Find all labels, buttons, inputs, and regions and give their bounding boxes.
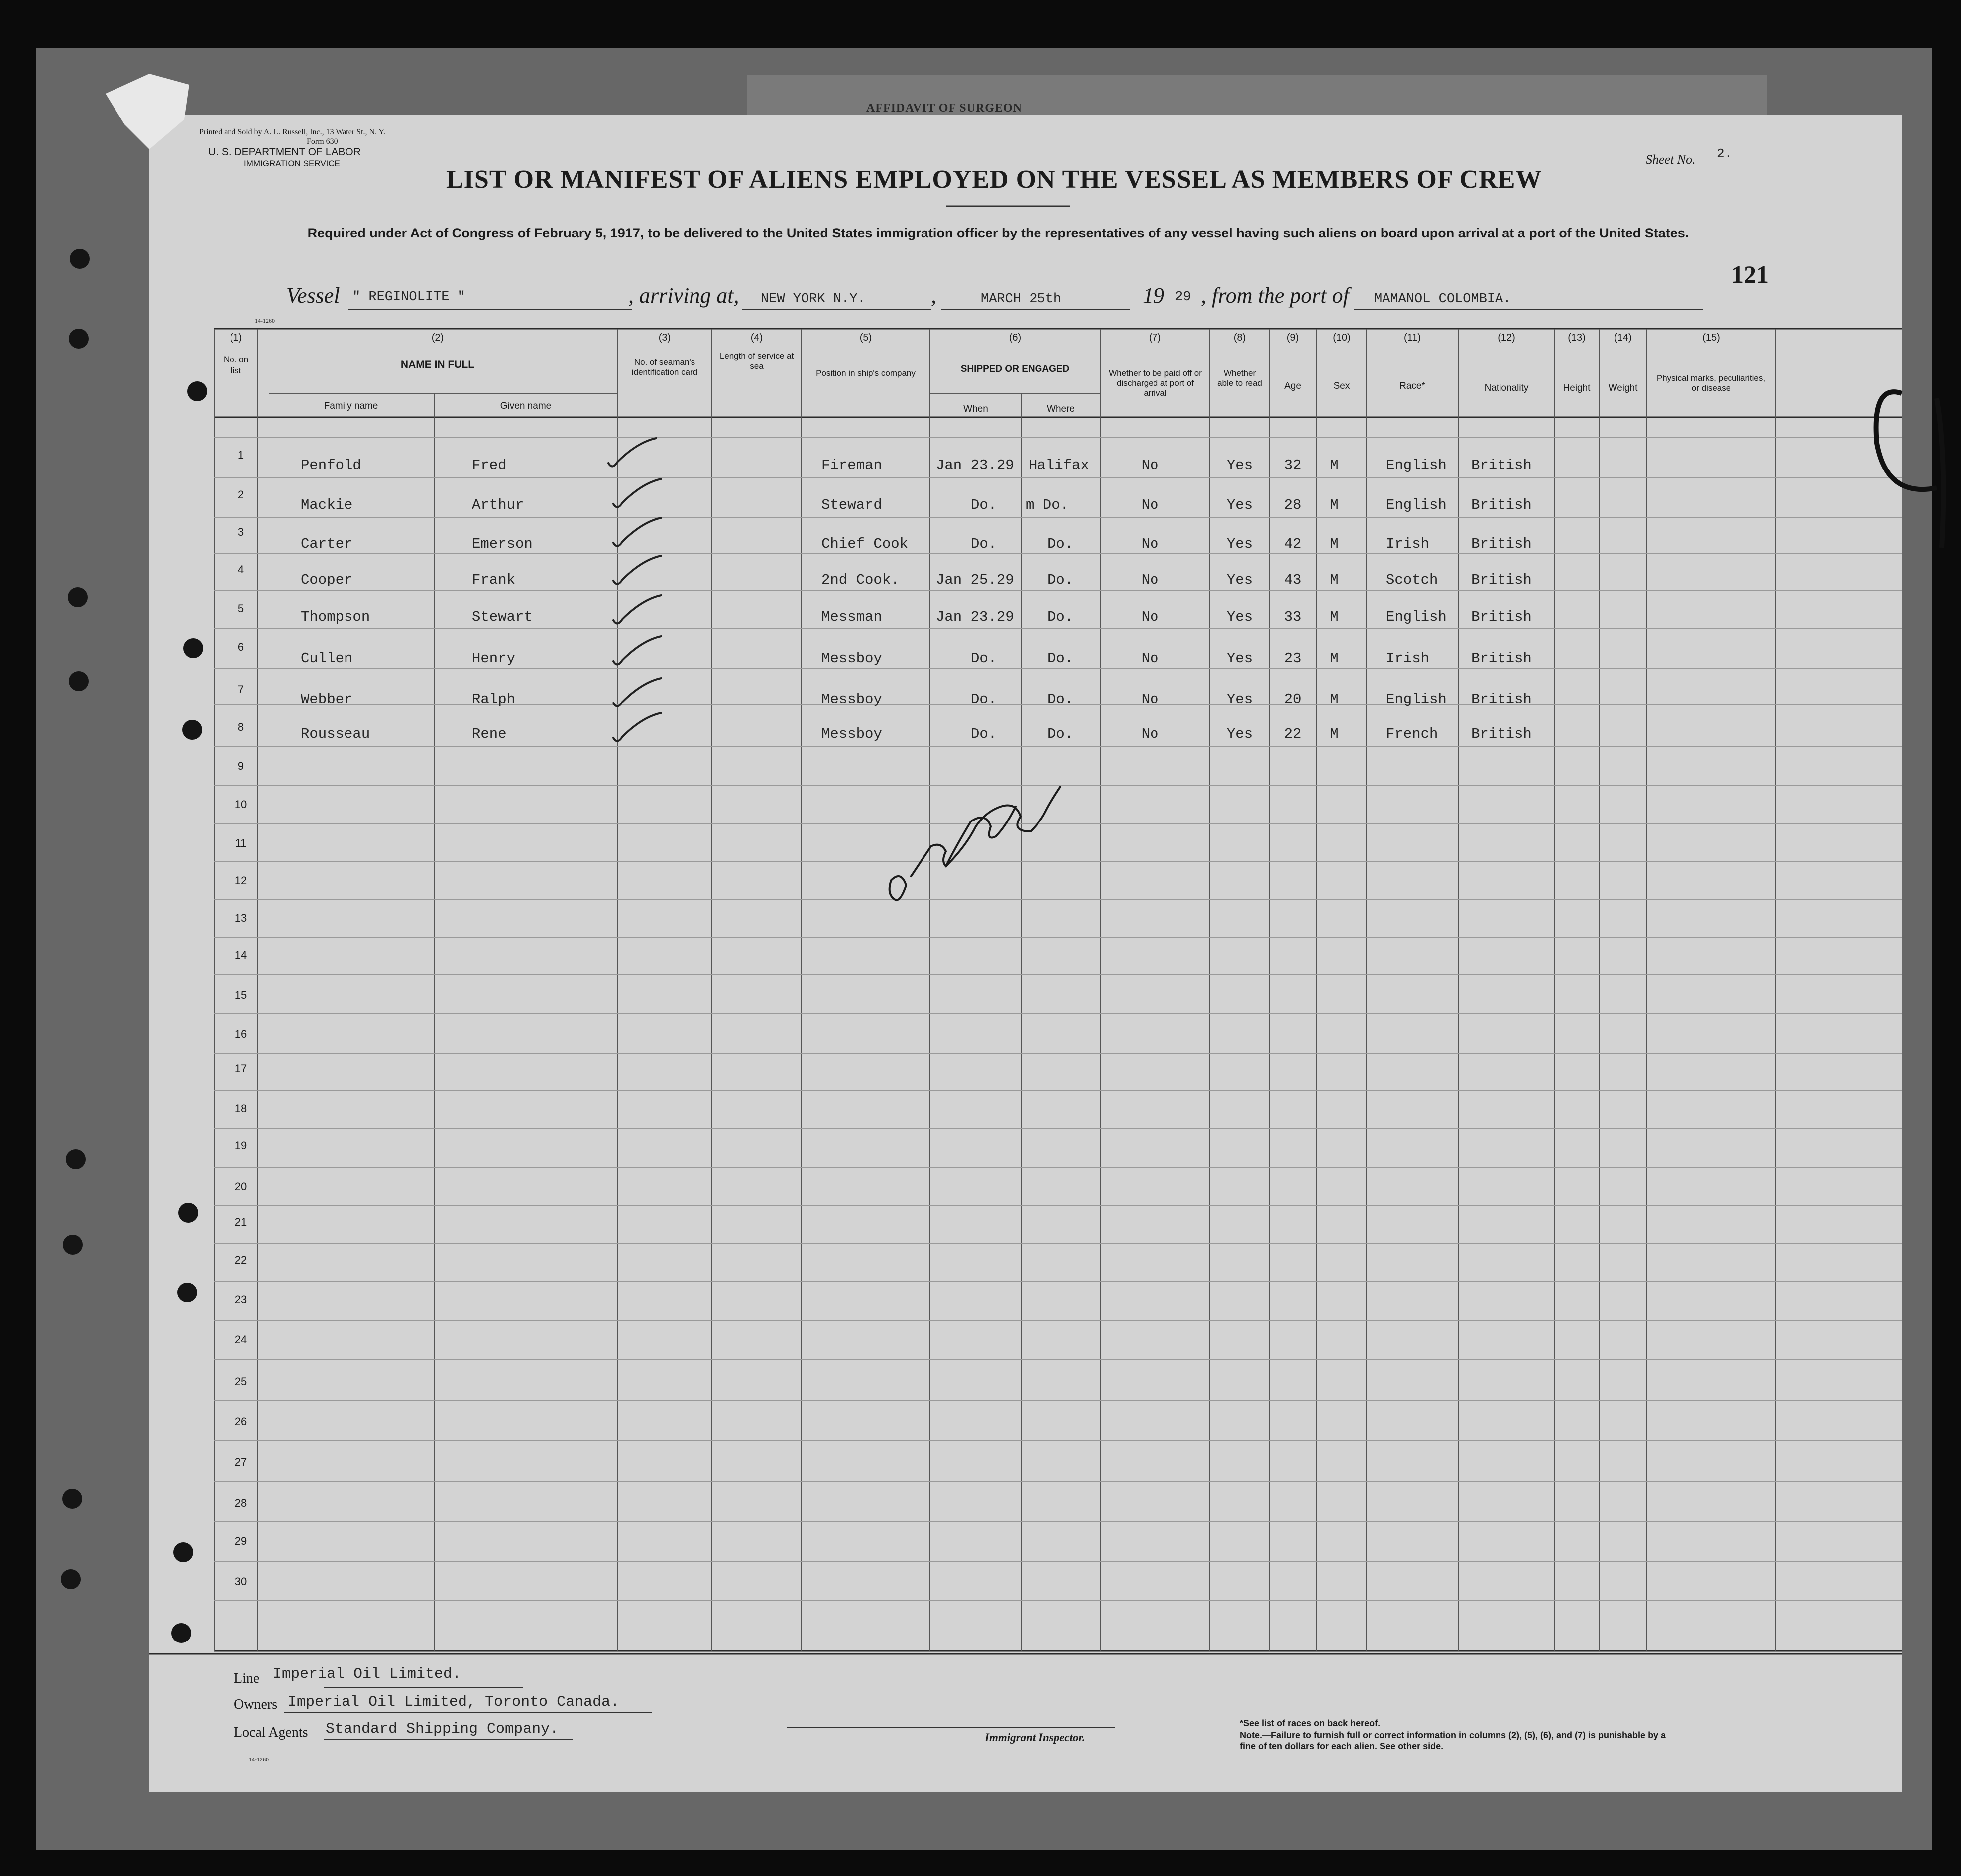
row-number: 15 [234,989,247,1001]
age: 33 [1284,609,1302,625]
family-name: Cooper [301,572,353,588]
engaged-where: Do. [1047,572,1074,588]
header-shipped: SHIPPED OR ENGAGED [960,364,1070,374]
given-name: Fred [472,457,507,473]
form-number: Form 630 [307,137,338,146]
col-num-9: (9) [1286,332,1299,343]
position: 2nd Cook. [821,572,900,588]
row-number: 20 [234,1180,247,1193]
col-num-4: (4) [750,332,763,343]
family-name: Mackie [301,497,353,513]
able-to-read: Yes [1226,726,1253,742]
page-title: LIST OR MANIFEST OF ALIENS EMPLOYED ON THE VESSEL AS MEMBERS OF CREW [446,165,1542,194]
row-number: 10 [234,798,247,811]
nationality: British [1471,572,1532,588]
engaged-where: Do. [1047,726,1074,742]
engaged-when: Do. [971,691,997,707]
position: Messboy [821,650,882,667]
sex: M [1330,572,1339,588]
header-length-service: Length of service at sea [719,352,794,371]
header-race: Race* [1399,381,1425,391]
col-num-12: (12) [1498,332,1515,343]
able-to-read: Yes [1226,536,1253,552]
vessel-name: " REGINOLITE " [352,290,465,305]
header-sex: Sex [1333,381,1350,391]
engaged-where: m Do. [1026,497,1069,513]
given-name: Stewart [472,609,533,625]
engaged-where: Do. [1047,650,1074,667]
arriving-port: NEW YORK N.Y. [761,292,866,307]
col-num-15: (15) [1702,332,1720,343]
engaged-when: Do. [971,497,997,513]
row-number: 18 [234,1102,247,1115]
row-number: 5 [237,602,244,615]
position: Messboy [821,691,882,707]
family-name: Penfold [301,457,361,473]
row-number: 3 [237,526,244,538]
row-number: 28 [234,1497,247,1509]
printer-line: Printed and Sold by A. L. Russell, Inc., 13 Water St., N. Y. [199,128,385,136]
sex: M [1330,536,1339,552]
sex: M [1330,691,1339,707]
paid-off: No [1141,650,1159,667]
row-number: 17 [234,1062,247,1075]
header-position: Position in ship's company [816,368,916,378]
row-number: 11 [235,837,247,849]
row-number: 19 [234,1139,247,1152]
row-number: 23 [234,1293,247,1306]
able-to-read: Yes [1226,691,1253,707]
page-subtitle: Required under Act of Congress of February 5, 1917, to be delivered to the United States immigration officer by the representatives of any vessel having such aliens on board upon arrival at a port of the United States. [307,226,1689,240]
paid-off: No [1141,609,1159,625]
col-num-8: (8) [1233,332,1246,343]
arrival-date: MARCH 25th [981,292,1062,307]
age: 42 [1284,536,1302,552]
col-num-3: (3) [658,332,671,343]
form-code-bottom: 14-1260 [249,1756,269,1763]
row-number: 27 [234,1456,247,1468]
row-number: 13 [234,912,247,924]
arriving-label: , arriving at, [628,283,739,308]
nationality: British [1471,536,1532,552]
position: Messboy [821,726,882,742]
col-num-2: (2) [431,332,444,343]
paid-off: No [1141,497,1159,513]
age: 28 [1284,497,1302,513]
header-height: Height [1563,383,1591,393]
col-num-10: (10) [1333,332,1351,343]
able-to-read: Yes [1226,497,1253,513]
engaged-where: Do. [1047,691,1074,707]
bg-sheet-heading: AFFIDAVIT OF SURGEON [866,102,1022,115]
nationality: British [1471,691,1532,707]
header-physical-marks: Physical marks, peculiarities, or disease [1656,373,1766,393]
able-to-read: Yes [1226,572,1253,588]
able-to-read: Yes [1226,650,1253,667]
comma-separator: , [931,283,936,308]
paid-off: No [1141,457,1159,473]
header-where: Where [1047,404,1075,414]
col-num-11: (11) [1403,332,1421,343]
row-number: 24 [234,1333,247,1346]
col-num-1: (1) [230,332,242,343]
age: 23 [1284,650,1302,667]
header-paid-off: Whether to be paid off or discharged at port of arrival [1109,368,1202,398]
row-number: 12 [234,874,247,887]
row-number: 2 [237,488,244,501]
family-name: Rousseau [301,726,370,742]
owners-label: Owners [234,1697,278,1712]
engaged-where: Do. [1047,536,1074,552]
stamp-number: 121 [1731,260,1769,288]
paid-off: No [1141,726,1159,742]
race: English [1386,609,1447,625]
paid-off: No [1141,536,1159,552]
row-number: 16 [234,1028,247,1040]
col-num-6: (6) [1009,332,1022,343]
family-name: Cullen [301,650,353,667]
nationality: British [1471,726,1532,742]
given-name: Arthur [472,497,524,513]
header-no-on-list: No. on list [223,355,249,375]
engaged-where: Do. [1047,609,1074,625]
col-num-13: (13) [1568,332,1586,343]
position: Fireman [821,457,882,473]
header-weight: Weight [1608,383,1638,393]
engaged-when: Jan 23.29 [936,609,1014,625]
sheet-no-label: Sheet No. [1646,152,1696,167]
col-num-5: (5) [859,332,872,343]
race: English [1386,457,1447,473]
line-label: Line [234,1671,260,1686]
form-code-top: 14-1260 [255,317,275,324]
header-name-in-full: NAME IN FULL [400,359,475,370]
sheet-no-value: 2. [1717,146,1732,161]
engaged-when: Jan 23.29 [936,457,1014,473]
header-age: Age [1284,381,1301,391]
col-num-7: (7) [1149,332,1161,343]
from-port-label: , from the port of [1201,283,1349,308]
engaged-when: Do. [971,536,997,552]
age: 32 [1284,457,1302,473]
row-number: 4 [237,563,244,576]
race: French [1386,726,1438,742]
agents-label: Local Agents [234,1725,308,1740]
row-number: 29 [234,1535,247,1547]
able-to-read: Yes [1226,609,1253,625]
inspector-label: Immigrant Inspector. [985,1731,1085,1744]
line-value: Imperial Oil Limited. [273,1666,461,1683]
position: Steward [821,497,882,513]
header-when: When [963,404,988,414]
row-number: 22 [234,1254,247,1266]
age: 43 [1284,572,1302,588]
race: English [1386,497,1447,513]
header-given-name: Given name [500,401,552,411]
agents-value: Standard Shipping Company. [326,1721,559,1738]
row-number: 14 [234,949,247,961]
row-number: 7 [237,683,244,696]
engaged-when: Do. [971,650,997,667]
position: Chief Cook [821,536,909,552]
given-name: Henry [472,650,516,667]
able-to-read: Yes [1226,457,1253,473]
from-port-value: MAMANOL COLOMBIA. [1374,292,1511,307]
header-family-name: Family name [324,401,378,411]
penalty-note: Note.—Failure to furnish full or correct information in columns (2), (5), (6), and (7) is punishable by a fine of ten dollars for each alien. See other side. [1240,1730,1666,1751]
sex: M [1330,609,1339,625]
row-number: 26 [234,1415,247,1428]
header-seaman-card: No. of seaman's identification card [631,357,698,377]
given-name: Frank [472,572,516,588]
paid-off: No [1141,572,1159,588]
race: English [1386,691,1447,707]
nationality: British [1471,497,1532,513]
paid-off: No [1141,691,1159,707]
nationality: British [1471,609,1532,625]
given-name: Emerson [472,536,533,552]
col-num-14: (14) [1614,332,1632,343]
row-number: 21 [234,1216,247,1228]
service-label: IMMIGRATION SERVICE [244,159,341,168]
engaged-when: Jan 25.29 [936,572,1014,588]
header-able-read: Whether able to read [1217,368,1262,388]
age: 22 [1284,726,1302,742]
engaged-where: Halifax [1029,457,1089,473]
family-name: Thompson [301,609,370,625]
row-number: 6 [237,641,244,653]
header-nationality: Nationality [1484,383,1529,393]
row-number: 1 [237,449,244,461]
row-number: 25 [234,1375,247,1388]
races-note: *See list of races on back hereof. [1240,1718,1381,1728]
nationality: British [1471,457,1532,473]
family-name: Carter [301,536,353,552]
race: Irish [1386,536,1430,552]
nationality: British [1471,650,1532,667]
given-name: Rene [472,726,507,742]
year-suffix: 29 [1175,290,1191,305]
department-label: U. S. DEPARTMENT OF LABOR [208,146,361,158]
family-name: Webber [301,691,353,707]
sex: M [1330,650,1339,667]
race: Irish [1386,650,1430,667]
given-name: Ralph [472,691,516,707]
sex: M [1330,457,1339,473]
row-number: 30 [234,1575,247,1588]
row-number: 8 [237,721,244,733]
sex: M [1330,497,1339,513]
row-number: 9 [237,760,244,772]
vessel-label: Vessel [286,283,340,308]
position: Messman [821,609,882,625]
year-prefix: 19 [1143,283,1164,308]
engaged-when: Do. [971,726,997,742]
race: Scotch [1386,572,1438,588]
age: 20 [1284,691,1302,707]
owners-value: Imperial Oil Limited, Toronto Canada. [288,1694,620,1711]
sex: M [1330,726,1339,742]
